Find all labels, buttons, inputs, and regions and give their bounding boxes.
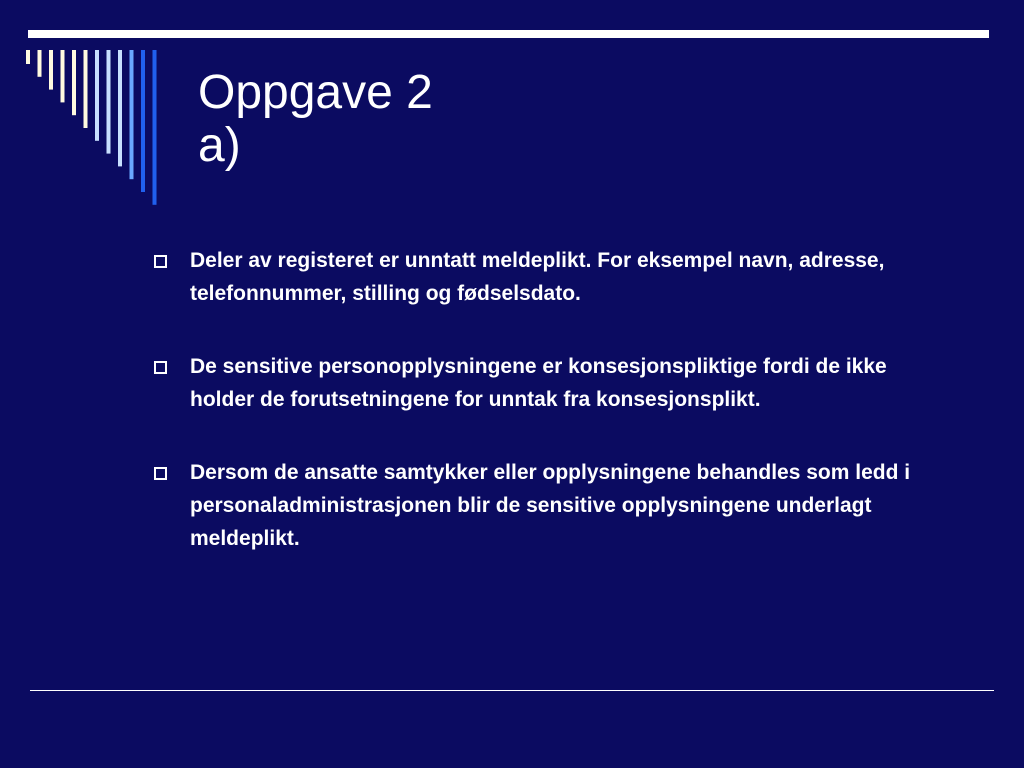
bullet-text: Deler av registeret er unntatt meldeplikt. For eksempel navn, adresse, telefonnummer, stilling og fødselsdato. [190,249,885,305]
decorative-stripe [26,50,30,64]
slide-title [198,66,798,172]
title-line-1: Oppgave 2 [198,66,433,119]
decorative-stripe [49,50,53,90]
bullet-item [152,456,912,555]
hollow-square-icon [154,467,167,480]
bullet-item [152,350,912,416]
title-line-2: a) [198,119,241,172]
bullet-list [152,244,912,595]
decorative-stripe [130,50,134,179]
decorative-stripe [84,50,88,128]
bullet-text: De sensitive personopplysningene er konsesjonspliktige fordi de ikke holder de forutsetningene for unntak fra konsesjonsplikt. [190,355,887,411]
decorative-stripes [0,0,180,220]
decorative-stripe [141,50,145,192]
decorative-stripe [153,50,157,205]
decorative-stripe [118,50,122,166]
decorative-stripe [61,50,65,102]
decorative-stripe [38,50,42,77]
hollow-square-icon [154,255,167,268]
hollow-square-icon [154,361,167,374]
bullet-item [152,244,912,310]
decorative-stripe [95,50,99,141]
decorative-stripe [107,50,111,154]
bullet-text: Dersom de ansatte samtykker eller opplysningene behandles som ledd i personaladministrasjonen blir de sensitive opplysningene underlagt meldeplikt. [190,461,911,550]
bottom-rule [30,690,994,691]
decorative-stripe [72,50,76,115]
